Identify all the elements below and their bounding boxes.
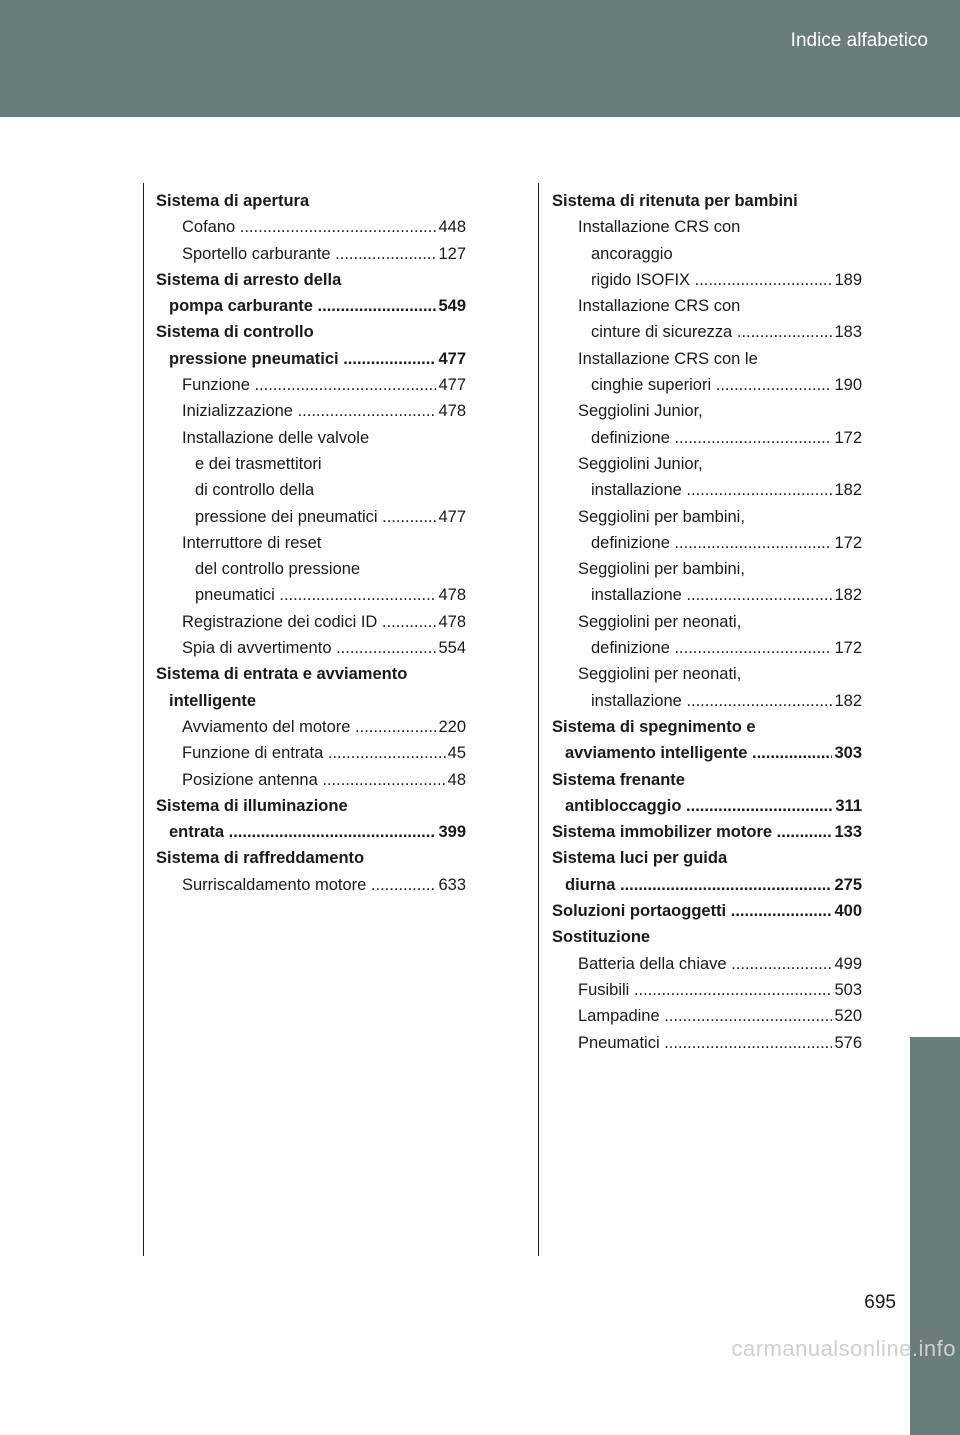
index-entry-page: 478: [436, 582, 466, 608]
index-entry-page: 45: [446, 740, 466, 766]
index-entry: [156, 319, 466, 345]
index-entry-text: Sistema frenante: [552, 770, 685, 789]
index-entry: [552, 767, 862, 793]
index-entry-page: 220: [436, 714, 466, 740]
index-entry-text: Installazione CRS con le: [578, 349, 758, 368]
index-entry: [552, 477, 862, 503]
index-entry-text: Sistema di raffreddamento: [156, 849, 365, 868]
index-entry: [552, 451, 862, 477]
index-entry-text: Funzione di entrata .....: [182, 744, 466, 762]
index-entry-text: Sistema di arresto della: [156, 270, 342, 289]
index-entry-text: Spia di avvertimento .....: [182, 639, 466, 657]
index-entry: [156, 504, 466, 530]
index-entry-page: 477: [436, 346, 466, 372]
index-entry: [156, 661, 466, 687]
page-header: [0, 0, 960, 117]
index-entry: [156, 477, 466, 503]
left-column-rule: [143, 183, 144, 1256]
index-entry-text: Sistema di spegnimento e: [552, 717, 756, 736]
index-entry: [156, 188, 466, 214]
index-entry: [156, 293, 466, 319]
index-entry: [156, 398, 466, 424]
index-entry-text: e dei trasmettitori: [195, 454, 322, 473]
index-entry-text: del controllo pressione: [195, 560, 361, 579]
index-entry-text: Sportello carburante .....: [182, 245, 466, 263]
index-entry-text: intelligente: [169, 691, 257, 710]
index-entry-page: 554: [436, 635, 466, 661]
index-entry: [552, 845, 862, 871]
index-entry-text: Lampadine .....: [578, 1007, 862, 1025]
right-column-rule: [538, 183, 539, 1256]
index-entry-page: 400: [832, 898, 862, 924]
index-entry: [156, 241, 466, 267]
index-entry-page: 172: [832, 635, 862, 661]
index-entry: [552, 398, 862, 424]
index-entry-text: Inizializzazione .....: [182, 402, 466, 420]
header-title: Indice alfabetico: [790, 30, 928, 51]
index-entry-text: entrata .....: [169, 823, 466, 841]
index-entry-text: avviamento intelligente .....: [565, 744, 862, 762]
index-entry-page: 399: [436, 819, 466, 845]
index-entry-page: 275: [832, 872, 862, 898]
index-entry: [552, 504, 862, 530]
index-entry-page: 549: [436, 293, 466, 319]
index-entry: [552, 293, 862, 319]
index-entry: [156, 267, 466, 293]
index-entry-text: rigido ISOFIX .....: [591, 271, 862, 289]
index-entry-text: Funzione .....: [182, 376, 466, 394]
index-entry: [156, 819, 466, 845]
watermark-url: carmanualsonline.info: [731, 1336, 956, 1361]
index-entry-text: Sistema di apertura: [156, 192, 310, 210]
index-entry: [156, 793, 466, 819]
index-entry-page: 172: [832, 425, 862, 451]
index-entry-page: 190: [832, 372, 862, 398]
page-number: 695: [864, 1292, 896, 1313]
index-entry-text: installazione .....: [591, 481, 862, 499]
index-entry-page: 311: [833, 793, 862, 819]
index-entry: [156, 714, 466, 740]
index-entry: [156, 556, 466, 582]
index-entry: [156, 740, 466, 766]
index-entry-page: 182: [832, 477, 862, 503]
index-entry: [156, 346, 466, 372]
index-entry-text: definizione .....: [591, 534, 862, 552]
index-entry: [552, 556, 862, 582]
index-entry-text: Sistema di controllo: [156, 323, 314, 342]
index-entry-page: 478: [436, 609, 466, 635]
index-entry-text: Installazione CRS con: [578, 297, 741, 316]
index-entry-text: Seggiolini Junior,: [578, 402, 703, 421]
index-entry: [552, 425, 862, 451]
index-entry-page: 182: [832, 582, 862, 608]
index-entry-text: pressione dei pneumatici .....: [195, 508, 466, 526]
index-entry: [552, 1030, 862, 1056]
index-entry-page: 478: [436, 398, 466, 424]
index-entry-page: 448: [436, 214, 466, 240]
index-entry-text: installazione .....: [591, 586, 862, 604]
index-entry-text: Surriscaldamento motore .....: [182, 876, 466, 894]
index-entry: [552, 714, 862, 740]
index-entry-page: 499: [832, 951, 862, 977]
index-entry: [552, 530, 862, 556]
index-entry-text: definizione .....: [591, 639, 862, 657]
index-entry: [552, 582, 862, 608]
index-entry-text: pneumatici .....: [195, 586, 466, 604]
index-entry-page: 182: [832, 688, 862, 714]
index-entry: [552, 661, 862, 687]
index-entry-page: 303: [832, 740, 862, 766]
index-entry-page: 477: [436, 372, 466, 398]
index-entry: [552, 319, 862, 345]
index-entry: [552, 793, 862, 819]
index-entry: [156, 635, 466, 661]
index-entry-text: cinture di sicurezza .....: [591, 323, 862, 341]
index-entry-page: 576: [832, 1030, 862, 1056]
index-entry: [552, 609, 862, 635]
section-thumb-tab: [910, 1037, 960, 1435]
index-entry-page: 127: [436, 241, 466, 267]
index-entry-text: Cofano .....: [182, 218, 466, 236]
index-entry: [156, 451, 466, 477]
index-entry: [156, 872, 466, 898]
index-entry-text: Sistema di illuminazione: [156, 796, 348, 815]
index-entry: [552, 819, 862, 845]
index-entry-text: Installazione CRS con: [578, 218, 741, 237]
index-entry-text: Batteria della chiave .....: [578, 955, 862, 973]
index-entry-text: cinghie superiori .....: [591, 376, 862, 394]
index-entry: [156, 688, 466, 714]
index-entry-text: definizione .....: [591, 429, 862, 447]
index-entry-text: antibloccaggio .....: [565, 797, 862, 815]
index-entry-page: 477: [436, 504, 466, 530]
index-entry: [552, 898, 862, 924]
index-entry: [552, 924, 862, 950]
index-entry: [156, 609, 466, 635]
index-entry: [156, 767, 466, 793]
index-entry-text: pressione pneumatici .....: [169, 350, 466, 368]
index-entry: [552, 872, 862, 898]
index-entry: [552, 740, 862, 766]
index-entry-page: 503: [832, 977, 862, 1003]
index-entry: [552, 951, 862, 977]
index-entry-text: Sistema di ritenuta per bambini: [552, 192, 798, 210]
index-entry-page: 183: [832, 319, 862, 345]
index-entry-text: Registrazione dei codici ID .....: [182, 613, 466, 631]
index-entry-text: Sistema luci per guida: [552, 849, 728, 868]
index-entry-text: Seggiolini per neonati,: [578, 612, 742, 631]
index-entry-text: Installazione delle valvole: [182, 428, 370, 447]
index-entry: [156, 845, 466, 871]
index-entry: [156, 372, 466, 398]
index-entry: [552, 635, 862, 661]
index-entry: [552, 372, 862, 398]
index-entry: [552, 346, 862, 372]
index-entry-text: Seggiolini Junior,: [578, 454, 703, 473]
index-entry-text: Pneumatici .....: [578, 1034, 862, 1052]
index-entry-text: Interruttore di reset: [182, 533, 322, 552]
index-entry-text: Soluzioni portaoggetti .....: [552, 902, 862, 920]
index-entry-text: Seggiolini per neonati,: [578, 665, 742, 684]
index-entry-text: pompa carburante .....: [169, 297, 466, 315]
index-entry-text: Seggiolini per bambini,: [578, 507, 745, 526]
index-entry-text: Seggiolini per bambini,: [578, 560, 745, 579]
index-entry: [552, 688, 862, 714]
index-entry-text: Avviamento del motore .....: [182, 718, 466, 736]
index-entry-text: diurna .....: [565, 876, 862, 894]
index-entry-page: 633: [436, 872, 466, 898]
index-entry-page: 172: [832, 530, 862, 556]
index-entry: [552, 188, 862, 214]
index-entry-text: installazione .....: [591, 692, 862, 710]
index-entry-text: Sostituzione: [552, 928, 651, 947]
index-entry-text: di controllo della: [195, 481, 315, 500]
index-column-right: [552, 188, 862, 1056]
index-entry: [552, 241, 862, 267]
index-entry-text: Sistema immobilizer motore .....: [552, 823, 862, 841]
index-entry-text: Posizione antenna .....: [182, 771, 466, 789]
index-entry: [156, 530, 466, 556]
index-entry-page: 520: [832, 1003, 862, 1029]
index-entry-page: 189: [832, 267, 862, 293]
index-entry-page: 48: [446, 767, 466, 793]
index-entry: [156, 425, 466, 451]
index-column-left: [156, 188, 466, 898]
index-entry-text: Fusibili .....: [578, 981, 862, 999]
index-entry: [552, 977, 862, 1003]
index-entry: [552, 267, 862, 293]
index-entry: [552, 1003, 862, 1029]
index-entry: [156, 582, 466, 608]
index-entry: [156, 214, 466, 240]
index-entry-page: 133: [832, 819, 862, 845]
index-entry: [552, 214, 862, 240]
index-entry-text: ancoraggio: [591, 244, 673, 263]
index-entry-text: Sistema di entrata e avviamento: [156, 665, 408, 684]
